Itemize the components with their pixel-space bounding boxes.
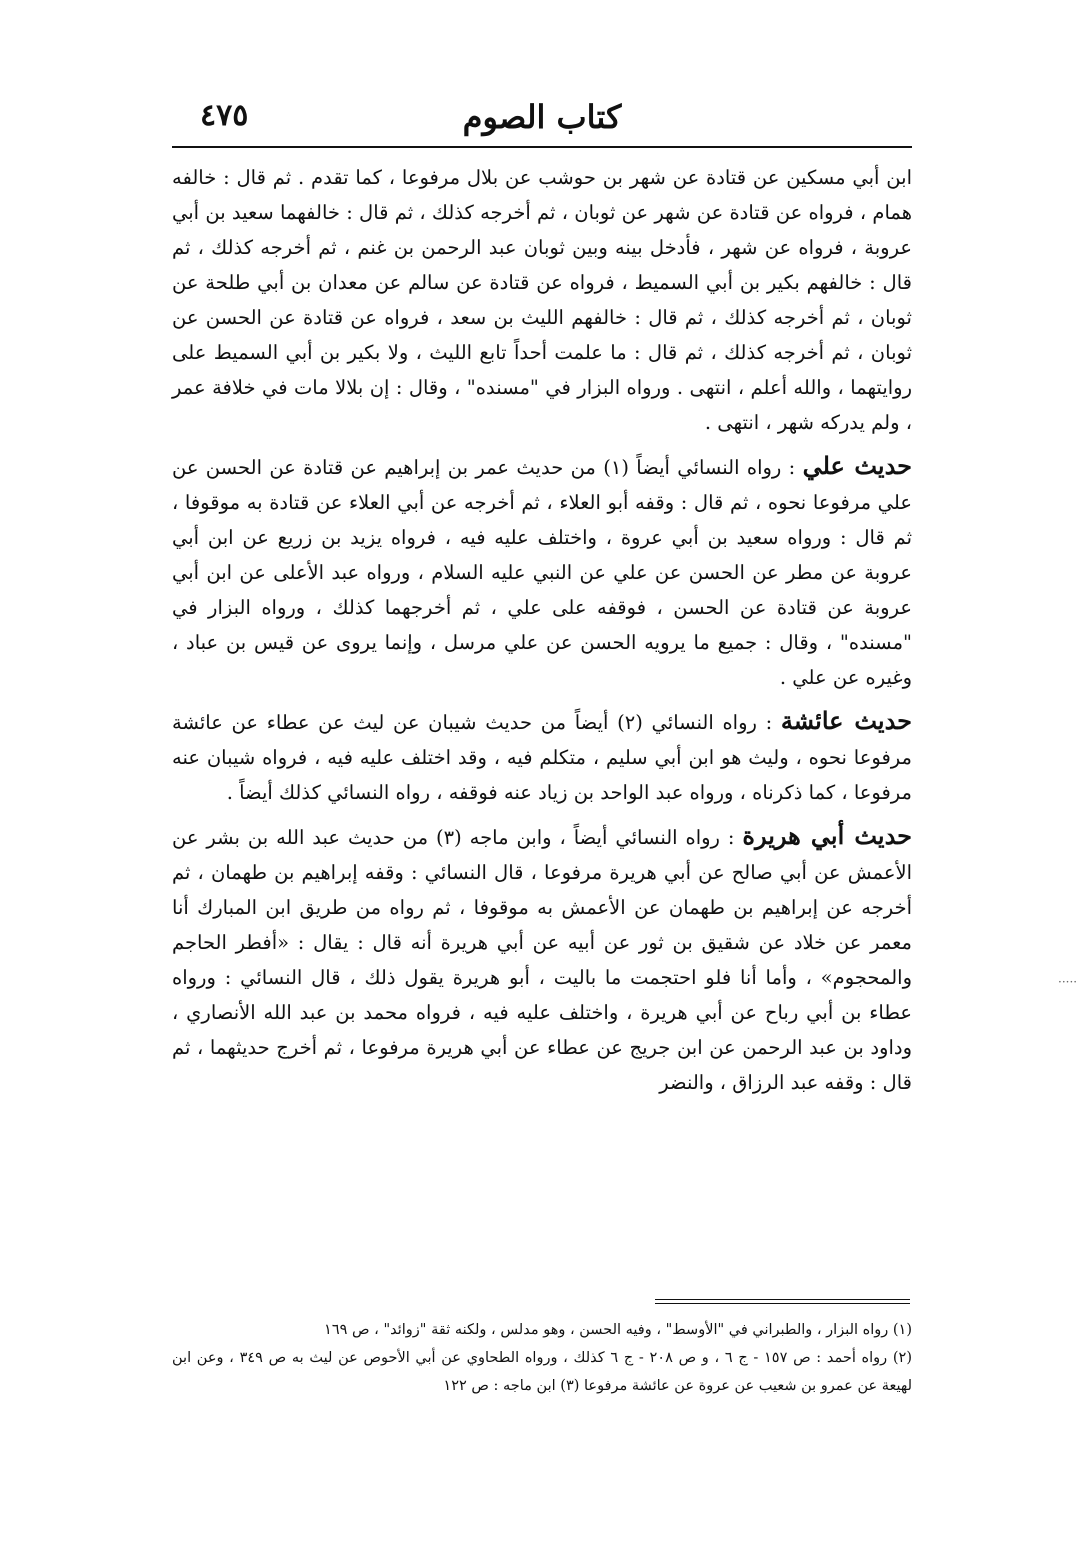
paragraph-lead: حديث علي xyxy=(802,451,912,480)
paragraph-text: ابن أبي مسكين عن قتادة عن شهر بن حوشب عن بلال مرفوعا ، كما تقدم . ثم قال : خالفه همام ، فرواه عن قتادة عن شهر عن ثوبان ، ثم أخرجه كذلك ، ثم قال : خالفهما سعيد بن أبي عروبة ، فرواه عن شهر ، فأدخل بينه وبين ثوبان عبد الرحمن بن غنم ، ثم أخرجه كذلك ، ثم قال : خالفهم بكير بن أبي السميط ، فرواه عن قتادة عن سالم عن معدان بن أبي طلحة عن ثوبان ، ثم أخرجه كذلك ، ثم قال : خالفهم الليث بن سعد ، فرواه عن قتادة عن الحسن عن ثوبان ، ثم أخرجه كذلك ، ثم قال : ما علمت أحداً تابع الليث ، ولا بكير بن أبي السميط على روايتهما ، والله أعلم ، انتهى . ورواه البزار في "مسنده" ، وقال : إن بلالا مات في خلافة عمر ، ولم يدركه شهر ، انتهى . xyxy=(172,166,912,434)
footnote-1: (١) رواه البزار ، والطبراني في "الأوسط" ، وفيه الحسن ، وهو مدلس ، ولكنه ثقة "زوائد" ، ص ١٦٩ xyxy=(324,1322,912,1338)
paragraph-text: : رواه النسائي أيضاً ، وابن ماجه (٣) من حديث عبد الله بن بشر عن الأعمش عن أبي صالح عن أبي هريرة مرفوعا ، قال النسائي : وقفه إبراهيم بن طهمان ، ثم أخرجه عن إبراهيم بن طهمان عن الأعمش به موقوفا ، ثم رواه من طريق ابن المبارك أنا معمر عن خلاد عن شقيق بن ثور عن أبيه عن أبي هريرة أنه قال : يقال : «أفطر الحاجم والمحجوم» ، وأما أنا فلو احتجمت ما باليت ، أبو هريرة يقول ذلك ، قال النسائي : ورواه عطاء بن أبي رباح عن أبي هريرة ، واختلف عليه فيه ، فرواه محمد بن عبد الله الأنصاري ، وداود بن عبد الرحمن عن ابن جريج عن عطاء عن أبي هريرة مرفوعا ، ثم أخرج حديثهما ، ثم قال : وقفه عبد الرزاق ، والنضر xyxy=(172,826,912,1094)
paragraph-text: : رواه النسائي (٢) أيضاً من حديث شيبان عن ليث عن عطاء عن عائشة مرفوعا نحوه ، وليث هو ابن أبي سليم ، متكلم فيه ، وقد اختلف عليه فيه ، فرواه شيبان عنه مرفوعا ، كما ذكرناه ، ورواه عبد الواحد بن زياد عنه فوقفه ، رواه النسائي كذلك أيضاً . xyxy=(172,711,912,804)
paragraph-1 xyxy=(172,158,912,440)
page-header xyxy=(172,92,912,142)
paragraph-hadith-abu-hurayra xyxy=(172,818,912,1100)
paragraph-text: : رواه النسائي أيضاً (١) من حديث عمر بن إبراهيم عن قتادة عن الحسن عن علي مرفوعا نحوه ، ثم قال : وقفه أبو العلاء ، ثم أخرجه عن أبي العلاء عن قتادة به موقوفا ، ثم قال : ورواه سعيد بن أبي عروة ، واختلف عليه فيه ، فرواه يزيد بن زريع عن ابن أبي عروبة عن مطر عن الحسن عن علي عن النبي عليه السلام ، ورواه عبد الأعلى عن ابن أبي عروبة عن قتادة عن الحسن ، فوقفه على علي ، ثم أخرجهما كذلك ، ورواه البزار في "مسنده" ، وقال : جميع ما يرويه الحسن عن علي مرسل ، وإنما يروى عن قيس بن عباد ، وغيره عن علي . xyxy=(172,456,912,689)
footnote-divider xyxy=(655,1299,910,1300)
footnote-2: (٢) رواه أحمد : ص ١٥٧ - ج ٦ ، و ص ٢٠٨ - ج ٦ كذلك ، ورواه الطحاوي عن أبي الأحوص عن ليث به ص ٣٤٩ ، وعن ابن لهيعة عن عمرو بن شعيب عن عروة عن عائشة مرفوعا (٣) ابن ماجه : ص ١٢٢ xyxy=(172,1350,912,1394)
margin-mark: ····· xyxy=(1058,975,1078,989)
main-text xyxy=(172,158,912,1100)
paragraph-lead: حديث أبي هريرة xyxy=(742,821,912,850)
page-number: ٤٧٥ xyxy=(200,98,249,133)
paragraph-lead: حديث عائشة xyxy=(780,706,913,735)
header-rule xyxy=(172,146,912,148)
paragraph-hadith-ali xyxy=(172,448,912,695)
footnote-divider-second xyxy=(655,1303,910,1304)
footnotes xyxy=(172,1316,912,1400)
paragraph-hadith-aisha xyxy=(172,703,912,810)
chapter-title: كتاب الصوم xyxy=(462,98,622,136)
